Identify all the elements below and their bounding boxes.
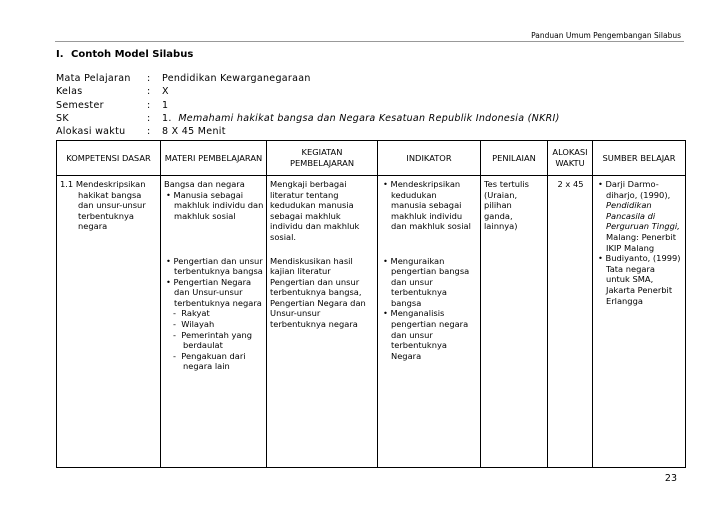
text-line: Mengkaji berbagai	[270, 179, 347, 189]
sub-item: - Rakyat	[173, 308, 210, 319]
list-item-line: dan unsur	[391, 276, 433, 287]
text-line: Mendiskusikan hasil	[270, 255, 353, 266]
list-item-line: Tata negara	[606, 263, 655, 274]
section-number: I.	[56, 49, 64, 60]
list-item-line: terbentuknya	[391, 287, 447, 298]
bullet: •	[166, 189, 171, 200]
list-item-line: pengertian bangsa	[391, 266, 470, 277]
list-item: • Mendeskripsikan	[383, 179, 461, 189]
meta-label: Semester	[56, 99, 104, 111]
table-header-row	[57, 141, 686, 176]
bullet: •	[166, 276, 171, 287]
text-line: kedudukan manusia	[270, 200, 354, 211]
list-item: • Manusia sebagai	[166, 189, 244, 200]
table-row	[57, 176, 686, 256]
list-item-line: manusia sebagai	[391, 200, 462, 211]
text-line: sosial.	[270, 231, 297, 242]
text-line: terbentuknya negara	[270, 319, 358, 330]
meta-value: 8 X 45 Menit	[162, 126, 226, 138]
list-item: • Darji Darmo-	[598, 179, 659, 189]
list-item-line: Jakarta Penerbit	[606, 284, 673, 295]
bullet: •	[383, 255, 388, 266]
list-item-line: dan unsur	[391, 329, 433, 340]
list-item: • Menganalisis	[383, 308, 445, 319]
cell-sumber	[593, 176, 686, 468]
cell-kegiatan-b	[267, 256, 378, 468]
syllabus-table	[56, 140, 686, 468]
meta-colon: :	[147, 99, 151, 111]
header-penilaian: PENILAIAN	[481, 141, 548, 176]
cell-kompetensi	[57, 176, 161, 468]
list-item-line: kedudukan	[391, 189, 437, 200]
header-kegiatan	[267, 141, 378, 176]
meta-colon: :	[147, 112, 151, 124]
sub-item: - Wilayah	[173, 319, 215, 330]
text-line: individu dan makhluk	[270, 221, 360, 232]
section-title	[56, 49, 193, 60]
text-line: kajian literatur	[270, 266, 331, 277]
dash: -	[173, 308, 176, 319]
text-line: Unsur-unsur	[270, 308, 321, 319]
header-alokasi-line1: ALOKASI	[552, 147, 588, 158]
text-line: (Uraian,	[484, 189, 518, 200]
meta-label: Kelas	[56, 86, 83, 98]
sk-number: 1.	[162, 112, 172, 124]
cell-materi-a	[161, 176, 267, 256]
text-line: Pengertian dan unsur	[270, 276, 360, 287]
text-line: ganda,	[484, 210, 513, 221]
list-item-line: IKIP Malang	[606, 242, 655, 253]
sub-item-line: negara lain	[183, 361, 230, 372]
list-item-line: Malang: Penerbit	[606, 231, 677, 242]
meta-value: Pendidikan Kewarganegaraan	[162, 73, 311, 84]
header-kompetensi: KOMPETENSI DASAR	[57, 141, 161, 176]
meta-label: SK	[56, 112, 69, 124]
list-item-line: diharjo, (1990),	[606, 189, 671, 200]
list-item-line: dan makhluk sosial	[391, 221, 471, 232]
list-item-line: Perguruan Tinggi,	[606, 221, 680, 232]
page-header: Panduan Umum Pengembangan Silabus	[531, 31, 681, 40]
list-item-line: untuk SMA,	[606, 274, 654, 285]
dash: -	[173, 350, 176, 361]
text-line: sebagai makhluk	[270, 210, 341, 221]
cell-indikator-a	[378, 176, 481, 256]
list-item-line: makhluk sosial	[174, 210, 236, 221]
sub-item: - Pengakuan dari	[173, 350, 246, 361]
text-line: literatur tentang	[270, 189, 339, 200]
cell-materi-b	[161, 256, 267, 468]
list-item-line: terbentuknya	[391, 340, 447, 351]
list-item: • Pengertian Negara	[166, 276, 252, 287]
bullet: •	[598, 253, 603, 264]
text-line: Pengertian Negara dan	[270, 297, 366, 308]
list-item-line: Pendidikan	[606, 200, 652, 211]
meta-colon: :	[147, 73, 151, 84]
list-item-line: terbentuknya negara	[174, 297, 262, 308]
header-materi: MATERI PEMBELAJARAN	[161, 141, 267, 176]
list-item-line: terbentuknya bangsa	[174, 266, 263, 277]
cell-alokasi	[548, 176, 593, 468]
header-rule	[55, 41, 684, 42]
meta-colon: :	[147, 86, 151, 98]
list-item-line: Pancasila di	[606, 210, 656, 221]
meta-value: 1	[162, 99, 169, 111]
text-line: pilihan	[484, 200, 512, 211]
list-item: • Budiyanto, (1999)	[598, 253, 681, 264]
bullet: •	[598, 179, 603, 189]
dash: -	[173, 319, 176, 330]
sk-text: Memahami hakikat bangsa dan Negara Kesatuan Republik Indonesia (NKRI)	[178, 112, 560, 124]
list-item-line: makhluk individu	[391, 210, 463, 221]
text-line: lainnya)	[484, 221, 518, 232]
sub-item: - Pemerintah yang	[173, 329, 253, 340]
section-title-text: Contoh Model Silabus	[71, 49, 194, 60]
list-item-line: Erlangga	[606, 295, 643, 306]
list-item-line: Negara	[391, 350, 422, 361]
alokasi-value: 2 x 45	[557, 179, 584, 189]
sub-item-line: berdaulat	[183, 340, 223, 351]
materi-a-title: Bangsa dan negara	[164, 179, 245, 189]
header-sumber: SUMBER BELAJAR	[593, 141, 686, 176]
cell-kegiatan-a	[267, 176, 378, 256]
meta-colon: :	[147, 126, 151, 138]
list-item-line: dan Unsur-unsur	[174, 287, 243, 298]
header-alokasi	[548, 141, 593, 176]
list-item: • Pengertian dan unsur	[166, 255, 263, 266]
list-item-line: pengertian negara	[391, 319, 469, 330]
meta-label: Mata Pelajaran	[56, 73, 131, 84]
list-item-line: makhluk individu dan	[174, 200, 264, 211]
bullet: •	[166, 255, 171, 266]
cell-indikator-b	[378, 256, 481, 468]
kompetensi-text: 1.1 Mendeskripsikan hakikat bangsa dan unsur-unsur terbentuknya negara	[60, 179, 146, 232]
header-alokasi-line2: WAKTU	[555, 158, 585, 168]
text-line: terbentuknya bangsa,	[270, 287, 362, 298]
list-item: • Menguraikan	[383, 255, 445, 266]
page-number: 23	[664, 473, 677, 484]
cell-penilaian	[481, 176, 548, 468]
meta-value	[162, 112, 560, 125]
meta-value: X	[162, 86, 169, 98]
dash: -	[173, 329, 176, 340]
meta-label: Alokasi waktu	[56, 126, 126, 138]
header-indikator: INDIKATOR	[378, 141, 481, 176]
header-kegiatan-line1: KEGIATAN	[301, 147, 343, 158]
bullet: •	[383, 179, 388, 189]
header-kegiatan-line2: PEMBELAJARAN	[289, 158, 355, 168]
bullet: •	[383, 308, 388, 319]
text-line: Tes tertulis	[484, 179, 529, 189]
list-item-line: bangsa	[391, 297, 422, 308]
